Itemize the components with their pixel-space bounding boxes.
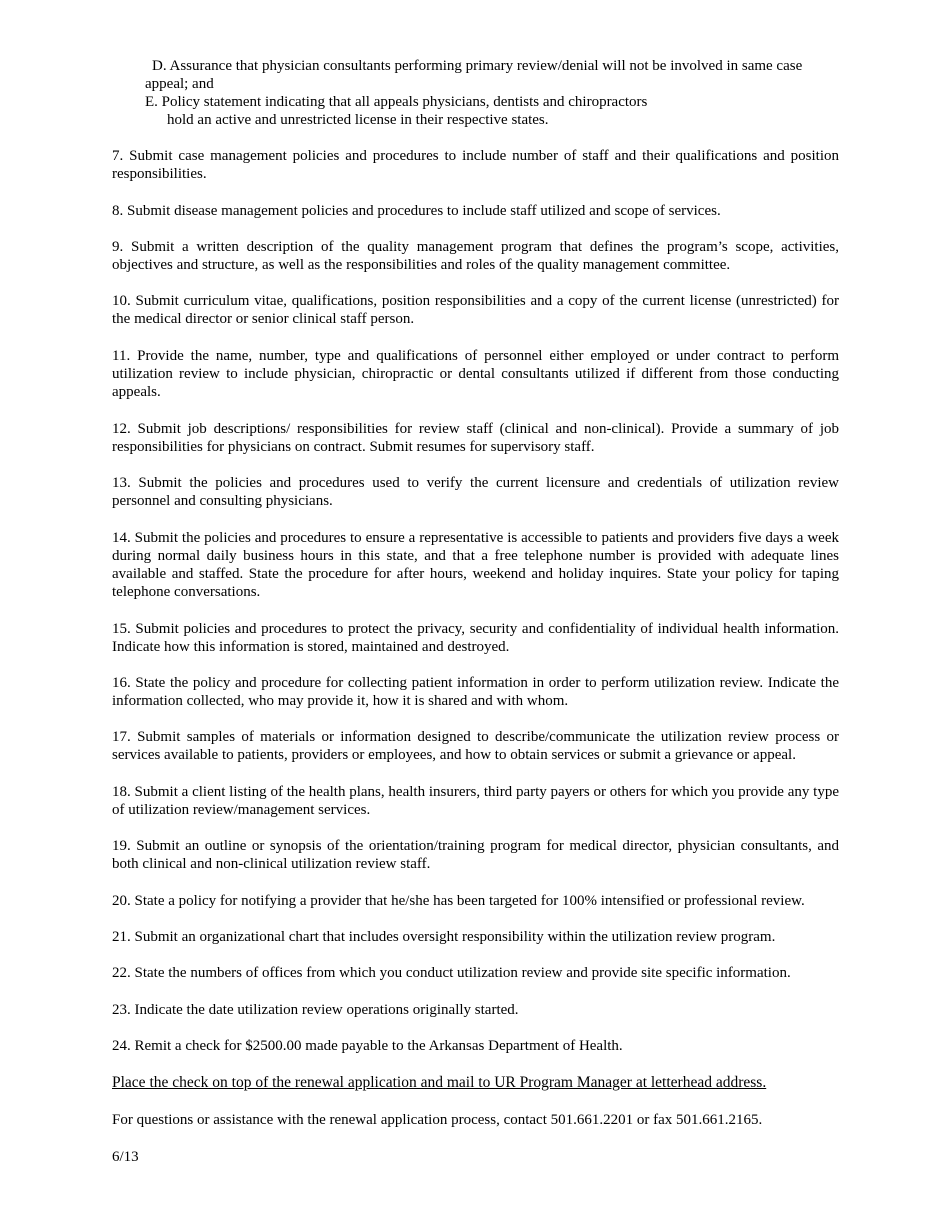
footer-date: 6/13 (112, 1149, 139, 1165)
item-13: 13. Submit the policies and procedures used to verify the current licensure and credentials of utilization review personnel and consulting physicians. (112, 475, 839, 509)
subitem-e-line1: E. Policy statement indicating that all appeals physicians, dentists and chiropractors (145, 94, 648, 110)
item-10: 10. Submit curriculum vitae, qualifications, position responsibilities and a copy of the current license (unrestricted) for the medical director or senior clinical staff person. (112, 293, 839, 327)
item-9: 9. Submit a written description of the quality management program that defines the program’s scope, activities, objectives and structure, as well as the responsibilities and roles of the quality management committee. (112, 239, 839, 273)
item-18: 18. Submit a client listing of the health plans, health insurers, third party payers or others for which you provide any type of utilization review/management services. (112, 784, 839, 818)
item-20: 20. State a policy for notifying a provider that he/she has been targeted for 100% intensified or professional review. (112, 893, 805, 909)
subitem-d-line2: appeal; and (145, 76, 214, 92)
item-7: 7. Submit case management policies and procedures to include number of staff and their qualifications and position responsibilities. (112, 148, 839, 182)
item-16: 16. State the policy and procedure for collecting patient information in order to perform utilization review. Indicate the information collected, who may provide it, how it is shared and with whom. (112, 675, 839, 709)
item-24: 24. Remit a check for $2500.00 made payable to the Arkansas Department of Health. (112, 1038, 623, 1054)
subitem-d-line1: D. Assurance that physician consultants performing primary review/denial will not be involved in same case (152, 58, 803, 74)
item-21: 21. Submit an organizational chart that includes oversight responsibility within the utilization review program. (112, 929, 776, 945)
item-14: 14. Submit the policies and procedures to ensure a representative is accessible to patients and providers five days a week during normal daily business hours in this state, and that a free telephone number is provided with adequate lines available and staffed. State the procedure for after hours, weekend and holiday inquires. State your policy for taping telephone conversations. (112, 530, 839, 600)
item-15: 15. Submit policies and procedures to protect the privacy, security and confidentiality of individual health information. Indicate how this information is stored, maintained and destroyed. (112, 621, 839, 655)
item-17: 17. Submit samples of materials or information designed to describe/communicate the utilization review process or services available to patients, providers or employees, and how to obtain services or submit a grievance or appeal. (112, 729, 839, 763)
item-11: 11. Provide the name, number, type and qualifications of personnel either employed or under contract to perform utilization review to include physician, chiropractic or dental consultants utilized if different from those conducting appeals. (112, 348, 839, 400)
item-12: 12. Submit job descriptions/ responsibilities for review staff (clinical and non-clinical). Provide a summary of job responsibilities for physicians on contract. Submit resumes for supervisory staff. (112, 421, 839, 455)
item-19: 19. Submit an outline or synopsis of the orientation/training program for medical director, physician consultants, and both clinical and non-clinical utilization review staff. (112, 838, 839, 872)
contact-line: For questions or assistance with the renewal application process, contact 501.661.2201 or fax 501.661.2165. (112, 1112, 763, 1128)
item-23: 23. Indicate the date utilization review operations originally started. (112, 1002, 519, 1018)
item-8: 8. Submit disease management policies and procedures to include staff utilized and scope of services. (112, 203, 721, 219)
subitem-e-line2: hold an active and unrestricted license in their respective states. (167, 112, 549, 128)
mailing-notice: Place the check on top of the renewal application and mail to UR Program Manager at letterhead address. (112, 1074, 767, 1091)
item-22: 22. State the numbers of offices from which you conduct utilization review and provide site specific information. (112, 965, 791, 981)
